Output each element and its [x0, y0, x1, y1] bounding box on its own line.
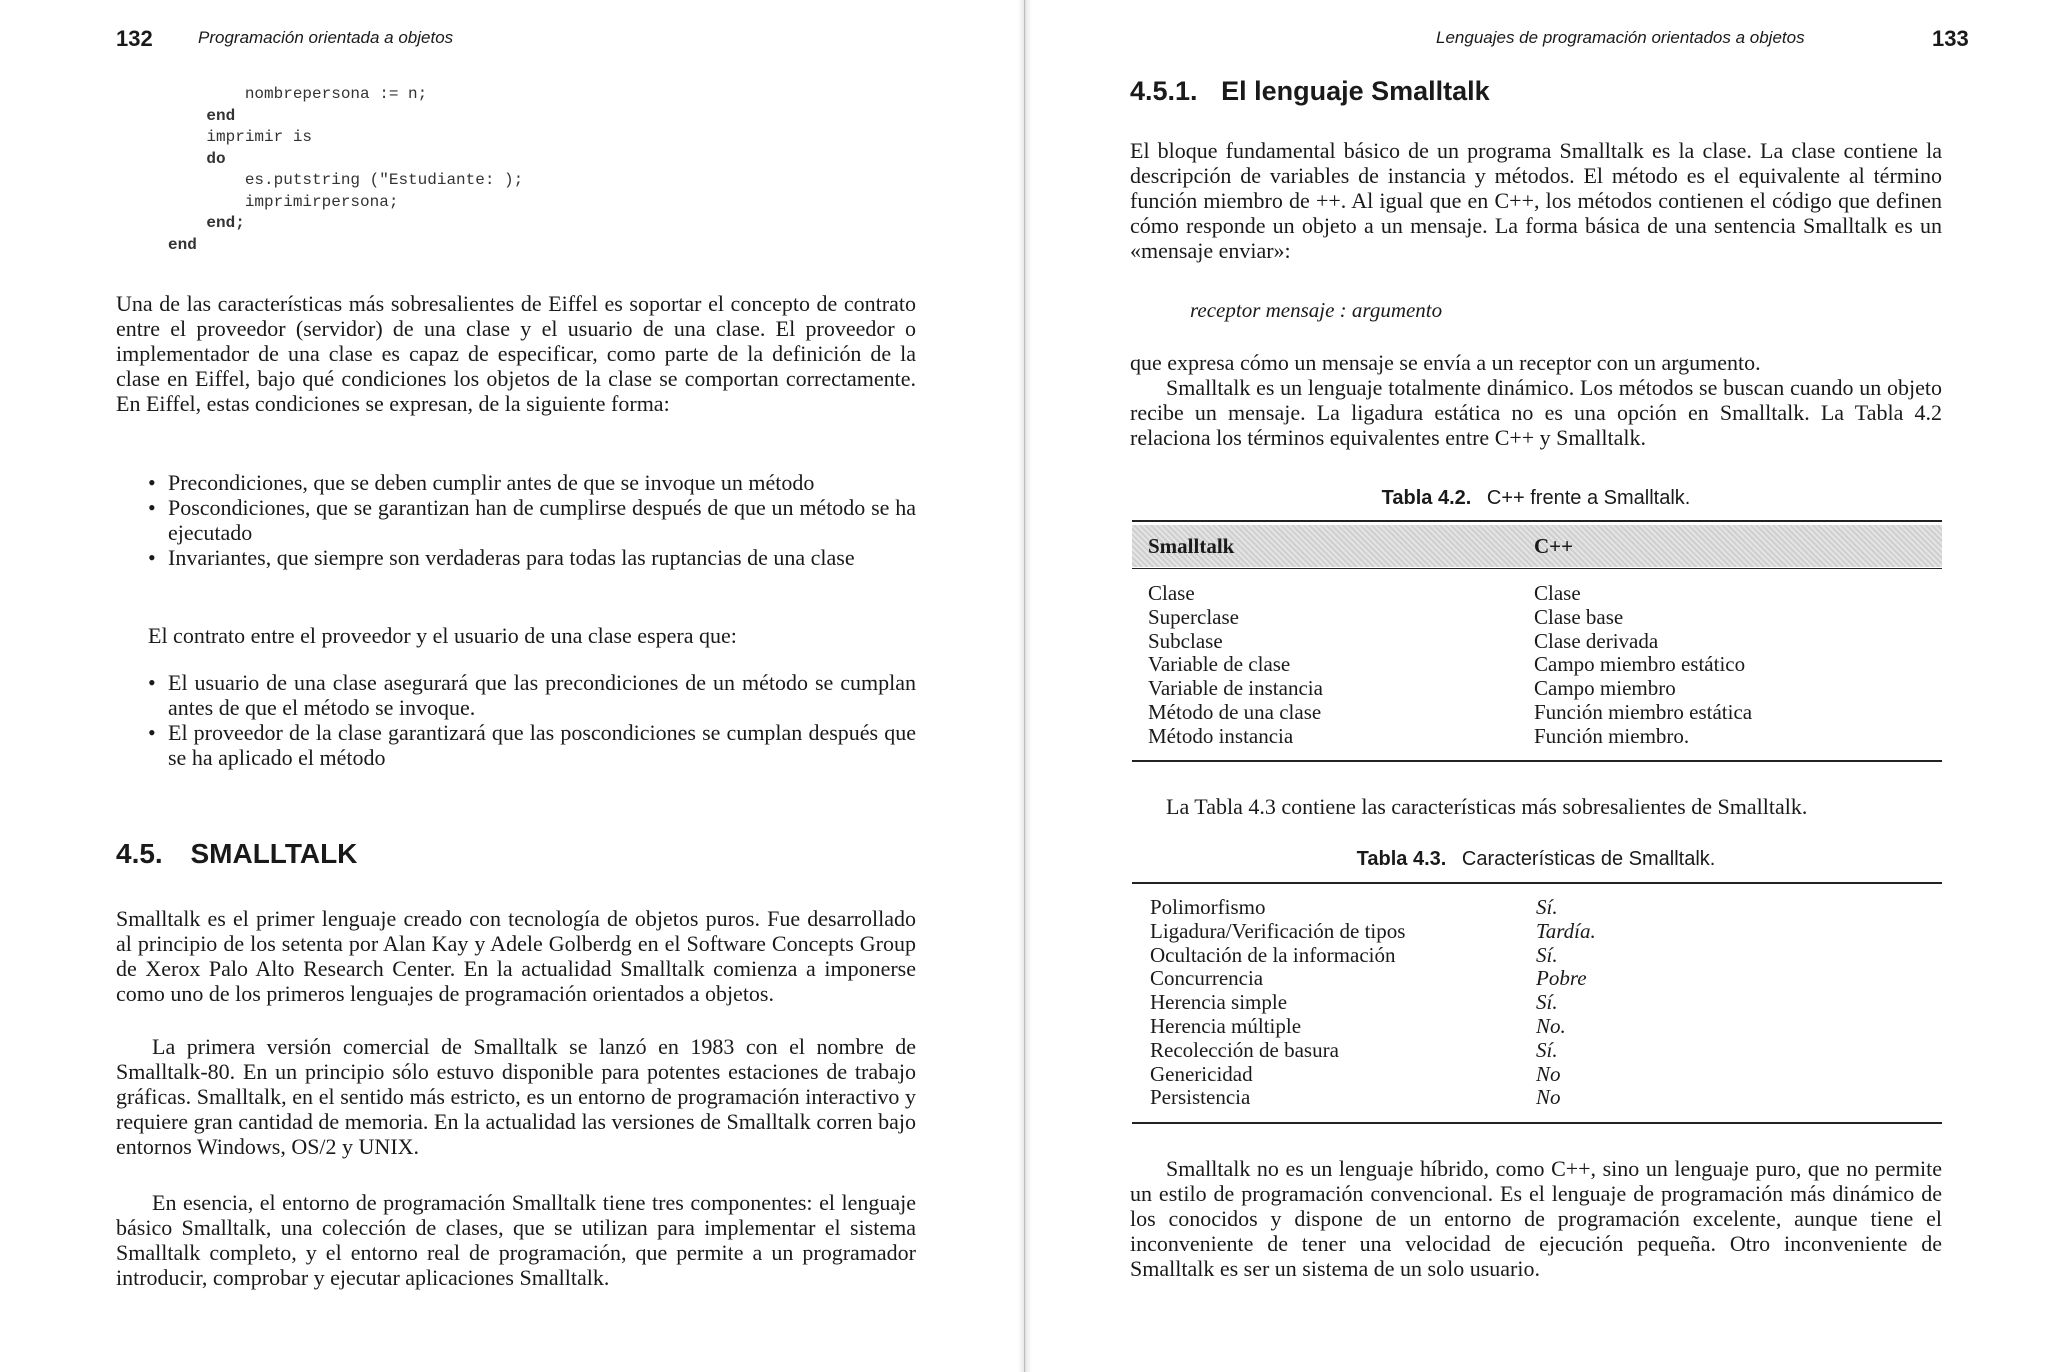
code-line: nombrepersona := n; — [168, 85, 428, 103]
table-cell: Persistencia — [1150, 1085, 1251, 1110]
code-line: imprimir is — [168, 128, 313, 146]
table-cell: Campo miembro — [1534, 676, 1676, 701]
list-item: • Poscondiciones, que se garantizan han de cumplirse después de que un método se ha ejecutado — [148, 495, 916, 545]
section-heading — [116, 838, 357, 870]
table-cell: Método instancia — [1148, 723, 1294, 748]
table-4-2-col-cpp — [1534, 582, 1752, 749]
table-cell: Método de una clase — [1148, 699, 1322, 724]
table-cell: Variable de clase — [1148, 652, 1291, 677]
table-cell: Sí. — [1536, 1037, 1558, 1062]
table-4-3-col-value — [1536, 896, 1596, 1110]
running-head: Programación orientada a objetos — [198, 28, 454, 47]
table-header-row — [1132, 525, 1942, 567]
paragraph-contrato-espera: El contrato entre el proveedor y el usuario de una clase espera que: — [148, 623, 737, 648]
table-cell: Polimorfismo — [1150, 895, 1266, 919]
table-cell: No — [1536, 1085, 1561, 1110]
paragraph-hibrido: Smalltalk no es un lenguaje híbrido, como C++, sino un lenguaje puro, que no permite un estilo de programación convencional. Es el lenguaje de programación más dinámico de los conocidos y dispone de un entorno de programación excelente, aunque tiene el inconveniente de tener una velocidad de ejecución pequeña. Otro inconveniente de Smalltalk es ser un sistema de un solo usuario. — [1130, 1156, 1942, 1281]
subsection-title: El lenguaje Smalltalk — [1221, 76, 1490, 106]
table-bottom-rule — [1132, 760, 1942, 762]
list-item: • El usuario de una clase asegurará que las precondiciones de un método se cumplan antes de que el método se invoque. — [148, 670, 916, 720]
page-number: 132 — [116, 26, 153, 51]
table-cell: No. — [1536, 1013, 1566, 1038]
code-line: end — [168, 106, 236, 125]
table-cell: Concurrencia — [1150, 966, 1264, 991]
table-header-rule — [1132, 568, 1942, 569]
code-line: end — [168, 235, 197, 254]
table-cell: Subclase — [1148, 628, 1223, 653]
table-cell: Sí. — [1536, 990, 1558, 1015]
conditions-list — [148, 470, 916, 570]
code-line: do — [168, 149, 226, 168]
subsection-number: 4.5.1. — [1130, 76, 1198, 106]
table-cell: Pobre — [1536, 966, 1587, 991]
table-cell: Variable de instancia — [1148, 676, 1323, 701]
table-4-2-col-smalltalk — [1148, 582, 1323, 749]
gutter-fold — [1024, 0, 1025, 1372]
code-listing — [168, 84, 523, 256]
subsection-heading — [1130, 76, 1490, 107]
table-header-cpp: C++ — [1534, 534, 1574, 558]
table-cell: No — [1536, 1061, 1561, 1086]
code-line: end; — [168, 214, 245, 232]
table-cell: Superclase — [1148, 604, 1239, 629]
right-page — [1028, 0, 2048, 1372]
table-4-3-caption: Tabla 4.3. Características de Smalltalk. — [1356, 848, 1716, 870]
table-cell: Clase — [1534, 581, 1581, 605]
table-cell: Clase — [1148, 581, 1195, 605]
paragraph-contrato: Una de las características más sobresalientes de Eiffel es soportar el concepto de contrato entre el proveedor (servidor) de una clase y el usuario de una clase. El proveedor o implementador de una clase es capaz de especificar, como parte de la definición de la clase en Eiffel, bajo qué condiciones los objetos de la clase se comportan correctamente. En Eiffel, estas condiciones se expresan, de la siguiente forma: — [116, 291, 916, 416]
paragraph-smalltalk-intro: Smalltalk es el primer lenguaje creado con tecnología de objetos puros. Fue desarrollado al principio de los setenta por Alan Kay y Adele Golberdg en el Software Concepts Group de Xerox Palo Alto Research Center. En la actualidad Smalltalk comienza a imponerse como uno de los primeros lenguajes de programación orientados a objetos. — [116, 906, 916, 1006]
code-line: imprimirpersona; — [168, 192, 399, 211]
contract-list — [148, 670, 916, 770]
list-item: • Invariantes, que siempre son verdaderas para todas las ruptancias de una clase — [148, 545, 855, 570]
paragraph-tabla-4-3: La Tabla 4.3 contiene las características más sobresalientes de Smalltalk. — [1166, 794, 1808, 819]
table-cell: Clase derivada — [1534, 628, 1659, 653]
table-cell: Ligadura/Verificación de tipos — [1150, 918, 1406, 943]
table-4-3-col-feature — [1150, 896, 1405, 1110]
table-cell: Función miembro. — [1534, 723, 1690, 748]
list-item: • El proveedor de la clase garantizará que las poscondiciones se cumplan después que se ha aplicado el método — [148, 720, 916, 770]
table-cell: Recolección de basura — [1150, 1037, 1339, 1062]
page-number: 133 — [1932, 26, 1969, 51]
table-cell: Herencia simple — [1150, 990, 1288, 1015]
table-cell: Tardía. — [1536, 918, 1596, 943]
table-bottom-rule — [1132, 1122, 1942, 1124]
running-head: Lenguajes de programación orientados a objetos — [1436, 28, 1805, 47]
paragraph-smalltalk-80: La primera versión comercial de Smalltalk se lanzó en 1983 con el nombre de Smalltalk-80. En un principio sólo estuvo disponible para potentes estaciones de trabajo gráficas. Smalltalk, en el sentido más estricto, es un entorno de programación interactivo y requiere gran cantidad de memoria. En la actualidad las versiones de Smalltalk corren bajo entornos Windows, OS/2 y UNIX. — [116, 1034, 916, 1159]
table-4-2-caption: Tabla 4.2. C++ frente a Smalltalk. — [1381, 487, 1691, 509]
table-cell: Genericidad — [1150, 1061, 1253, 1086]
message-formula: receptor mensaje : argumento — [1190, 298, 1443, 322]
table-cell: Clase base — [1534, 604, 1624, 629]
table-cell: Campo miembro estático — [1534, 652, 1746, 677]
paragraph-bloque: El bloque fundamental básico de un programa Smalltalk es la clase. La clase contiene la descripción de variables de instancia y métodos. El método es el equivalente al término función miembro de ++. Al igual que en C++, los métodos contienen el código que definen cómo responde un objeto a un mensaje. La forma básica de una sentencia Smalltalk es un «mensaje enviar»: — [1130, 138, 1942, 263]
paragraph-entorno: En esencia, el entorno de programación Smalltalk tiene tres componentes: el lenguaje básico Smalltalk, una colección de clases, que se utilizan para implementar el sistema Smalltalk completo, y el entorno real de programación, que permite a un programador introducir, comprobar y ejecutar aplicaciones Smalltalk. — [116, 1190, 916, 1290]
table-header-smalltalk: Smalltalk — [1148, 534, 1235, 558]
code-line: es.putstring ("Estudiante: ); — [168, 171, 524, 189]
paragraph-dinamico: Smalltalk es un lenguaje totalmente dinámico. Los métodos se buscan cuando un objeto recibe un mensaje. La ligadura estática no es una opción en Smalltalk. La Tabla 4.2 relaciona los términos equivalentes entre C++ y Smalltalk. — [1130, 375, 1942, 450]
left-page — [0, 0, 1020, 1372]
table-cell: Sí. — [1536, 895, 1558, 919]
list-item: • Precondiciones, que se deben cumplir antes de que se invoque un método — [148, 470, 815, 495]
paragraph-expresa: que expresa cómo un mensaje se envía a un receptor con un argumento. — [1130, 350, 1761, 375]
section-title: SMALLTALK — [190, 838, 358, 869]
section-number: 4.5. — [116, 838, 163, 869]
table-cell: Sí. — [1536, 942, 1558, 967]
table-cell: Función miembro estática — [1534, 699, 1753, 724]
table-top-rule — [1132, 882, 1942, 884]
table-top-rule — [1132, 520, 1942, 522]
table-cell: Herencia múltiple — [1150, 1013, 1302, 1038]
table-cell: Ocultación de la información — [1150, 942, 1396, 967]
